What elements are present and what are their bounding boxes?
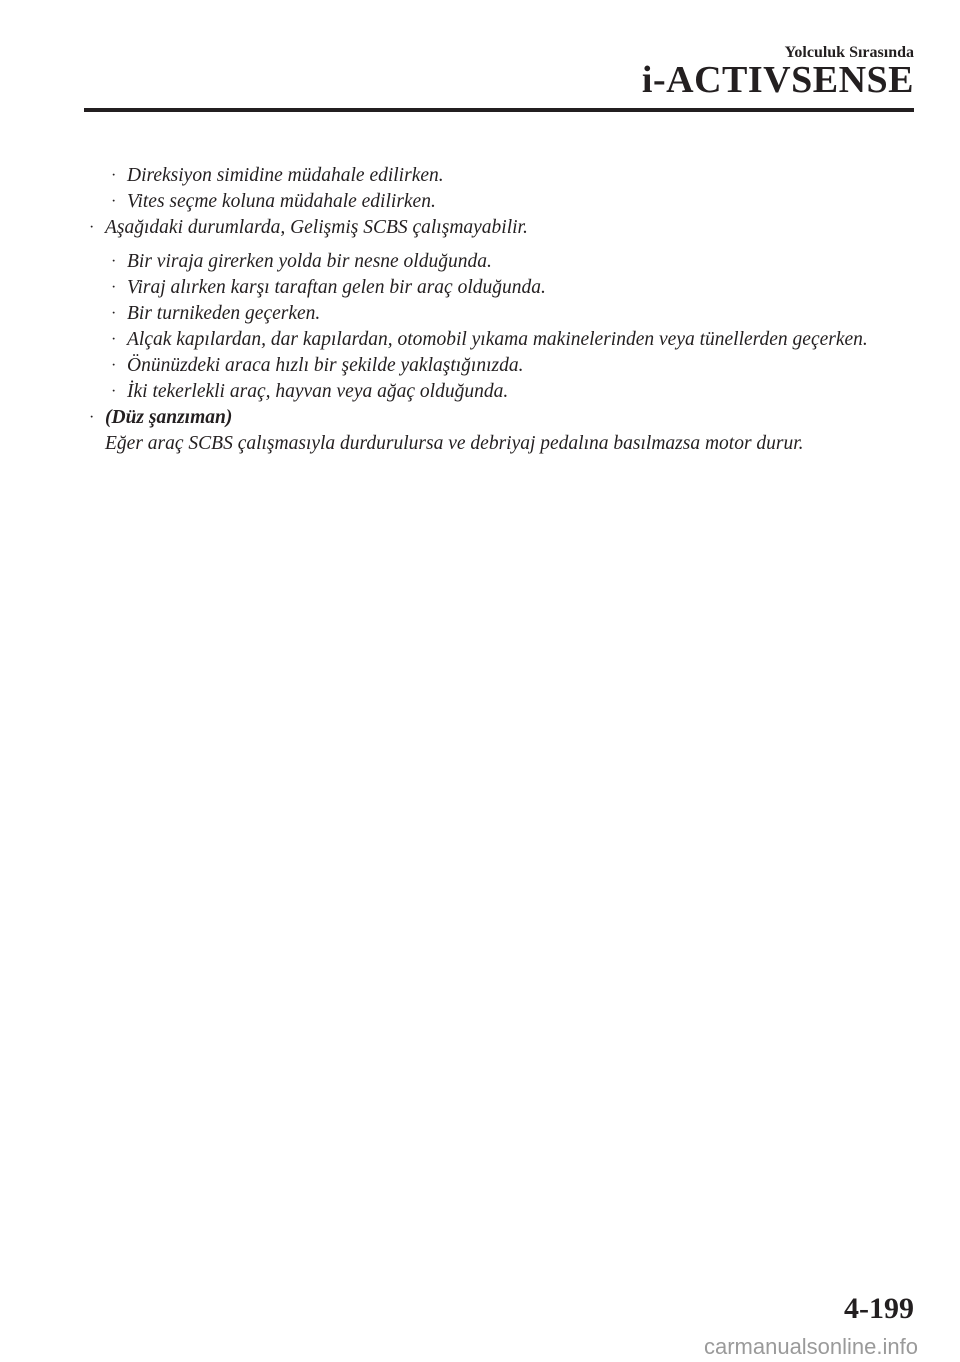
bullet-dot: · [111,357,117,374]
header-divider [84,108,914,112]
list-item [110,379,918,405]
watermark: carmanualsonline.info [703,1334,918,1359]
list-item-text: Önünüzdeki araca hızlı bir şekilde yaklaştığınızda. [127,355,524,376]
chapter-title: i-ACTIVSENSE [641,59,914,101]
list-item-text: Alçak kapılardan, dar kapılardan, otomobil yıkama makinelerinden veya tünellerden geçerken. [127,329,868,350]
section-name: Yolculuk Sırasında [784,44,914,61]
page-number: 4-199 [844,1292,914,1325]
bullet-dot: · [89,409,95,426]
bullet-dot: · [111,279,117,296]
bullet-dot: · [111,331,117,348]
list-item [88,405,918,457]
bullet-dot: · [111,193,117,210]
content-body [88,163,918,457]
list-item-text: Viraj alırken karşı taraftan gelen bir araç olduğunda. [127,277,546,298]
bullet-dot: · [111,305,117,322]
list-item-text: Eğer araç SCBS çalışmasıyla durdurulursa ve debriyaj pedalına basılmazsa motor durur. [105,433,804,454]
list-item [110,189,918,215]
list-item-heading: (Düz şanzıman) [105,407,233,428]
list-item-text: İki tekerlekli araç, hayvan veya ağaç olduğunda. [127,381,509,402]
list-item [110,301,918,327]
list-item-text: Bir turnikeden geçerken. [127,303,321,324]
list-item [110,327,918,353]
list-item [110,163,918,189]
bullet-dot: · [111,253,117,270]
list-item-text: Direksiyon simidine müdahale edilirken. [127,165,444,186]
list-item [88,215,918,241]
bullet-dot: · [111,383,117,400]
list-item [110,353,918,379]
list-item [110,249,918,275]
bullet-dot: · [111,167,117,184]
list-item-text: Aşağıdaki durumlarda, Gelişmiş SCBS çalışmayabilir. [105,217,528,238]
list-item [110,275,918,301]
list-item-text: Vites seçme koluna müdahale edilirken. [127,191,436,212]
list-item-text: Bir viraja girerken yolda bir nesne olduğunda. [127,251,492,272]
bullet-dot: · [89,219,95,236]
